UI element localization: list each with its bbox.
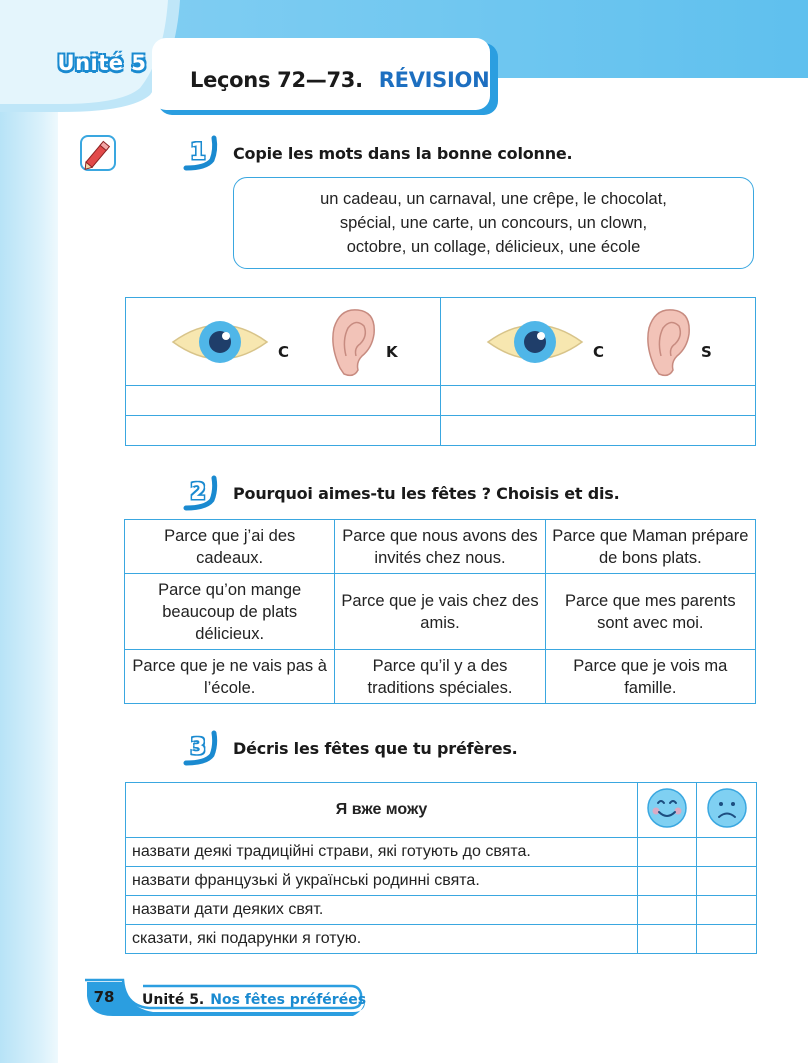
revision-label: RÉVISION — [378, 68, 490, 92]
word-line: spécial, une carte, un concours, un clown, — [339, 214, 648, 232]
reason-cell: Parce que je vois ma famille. — [545, 650, 755, 704]
see-letter: C — [593, 343, 605, 361]
answer-cell[interactable] — [126, 416, 441, 446]
happy-checkbox[interactable] — [638, 838, 697, 867]
footer-unit-label: Unité 5. — [142, 992, 205, 1008]
footer-unit — [142, 989, 366, 1011]
footer-unit-title: Nos fêtes préférées — [210, 992, 367, 1008]
sad-column-header — [697, 783, 757, 838]
exercise-2-number: 2 — [180, 474, 220, 514]
ear-icon — [328, 306, 378, 378]
reason-cell: Parce que j’ai des cadeaux. — [125, 520, 335, 574]
sad-checkbox[interactable] — [697, 925, 757, 954]
hear-letter: S — [701, 343, 712, 361]
skill-item: назвати дати деяких свят. — [126, 896, 638, 925]
see-letter: C — [278, 343, 290, 361]
exercise-3-instruction: Décris les fêtes que tu préfères. — [233, 739, 518, 758]
reason-cell: Parce que mes parents sont avec moi. — [545, 574, 755, 650]
lesson-label: Leçons 72—73. — [190, 68, 363, 92]
sad-checkbox[interactable] — [697, 867, 757, 896]
reason-cell: Parce que je vais chez des amis. — [335, 574, 545, 650]
exercise-2-instruction: Pourquoi aimes-tu les fêtes ? Choisis et dis. — [233, 484, 620, 503]
word-bank — [233, 177, 754, 269]
reason-cell: Parce qu’il y a des traditions spéciales. — [335, 650, 545, 704]
answer-cell[interactable] — [441, 386, 756, 416]
hear-letter: K — [386, 343, 398, 361]
eye-icon — [170, 314, 270, 370]
pencil-icon — [78, 130, 118, 174]
reason-cell: Parce qu’on mange beaucoup de plats délicieux. — [125, 574, 335, 650]
answer-cell[interactable] — [441, 416, 756, 446]
column-c-k-header — [126, 298, 441, 386]
lesson-title — [190, 60, 489, 100]
side-strip — [0, 0, 58, 1063]
self-check-table — [125, 782, 757, 954]
happy-face-icon — [645, 786, 689, 830]
skill-item: назвати деякі традиційні страви, які готують до свята. — [126, 838, 638, 867]
sound-columns-table — [125, 297, 756, 446]
word-line: un cadeau, un carnaval, une crêpe, le chocolat, — [320, 190, 667, 208]
word-line: octobre, un collage, délicieux, une école — [346, 238, 641, 256]
answer-cell[interactable] — [126, 386, 441, 416]
exercise-1-number: 1 — [180, 134, 220, 174]
skill-item: назвати французькі й українські родинні свята. — [126, 867, 638, 896]
ear-icon — [643, 306, 693, 378]
sad-face-icon — [705, 786, 749, 830]
happy-checkbox[interactable] — [638, 896, 697, 925]
unit-badge: Unité 5 — [57, 51, 147, 75]
eye-icon — [485, 314, 585, 370]
reasons-table — [124, 519, 756, 704]
exercise-3-number: 3 — [180, 729, 220, 769]
column-c-s-header — [441, 298, 756, 386]
self-check-header: Я вже можу — [126, 783, 638, 838]
reason-cell: Parce que je ne vais pas à l’école. — [125, 650, 335, 704]
happy-checkbox[interactable] — [638, 925, 697, 954]
reason-cell: Parce que Maman prépare de bons plats. — [545, 520, 755, 574]
page-number: 78 — [93, 988, 115, 1006]
happy-column-header — [638, 783, 697, 838]
exercise-1-instruction: Copie les mots dans la bonne colonne. — [233, 144, 573, 163]
reason-cell: Parce que nous avons des invités chez nous. — [335, 520, 545, 574]
sad-checkbox[interactable] — [697, 838, 757, 867]
sad-checkbox[interactable] — [697, 896, 757, 925]
skill-item: сказати, які подарунки я готую. — [126, 925, 638, 954]
happy-checkbox[interactable] — [638, 867, 697, 896]
